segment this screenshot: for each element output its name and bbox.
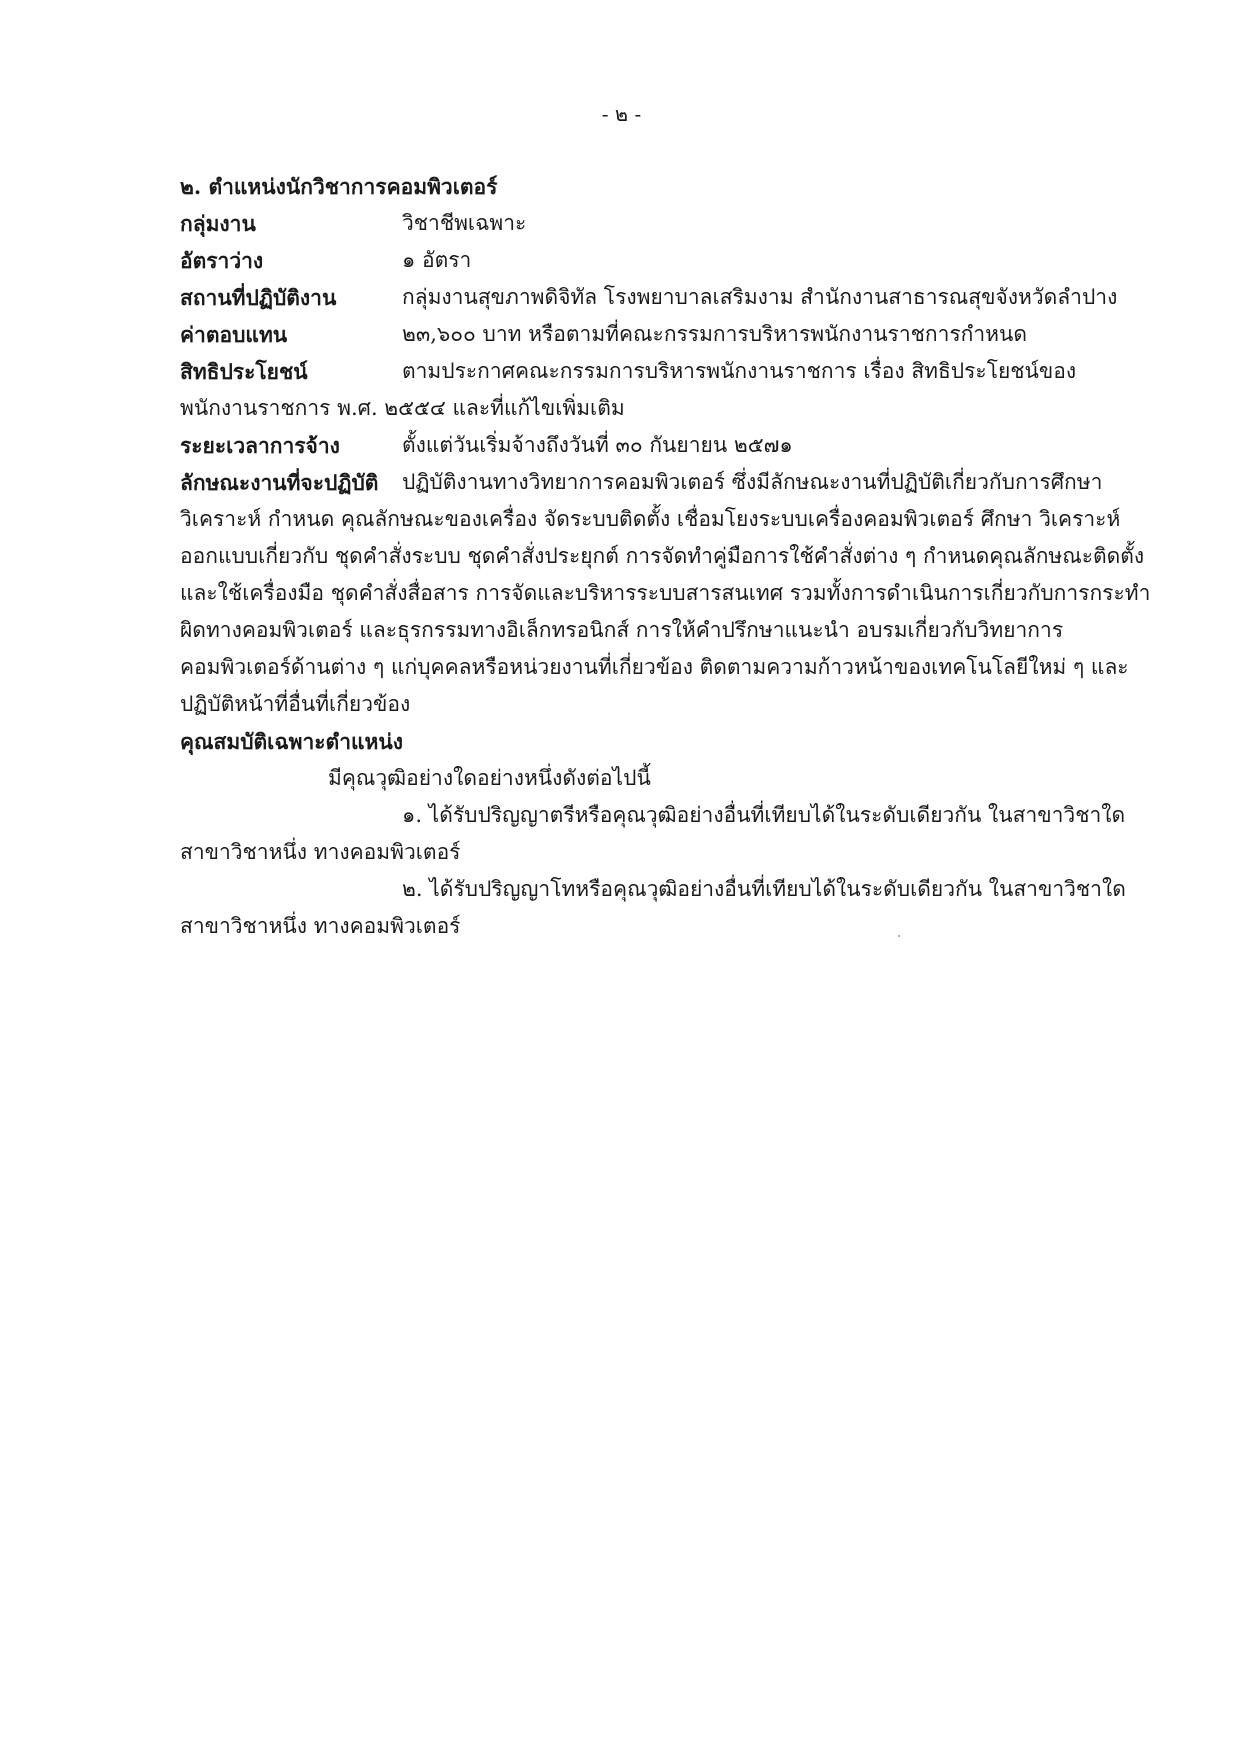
- job-description-line: ออกแบบเกี่ยวกับ ชุดคำสั่งระบบ ชุดคำสั่งประยุกต์ การจัดทำคู่มือการใช้คำสั่งต่าง ๆ กำหนดคุณลักษณะติดตั้ง: [180, 544, 1145, 568]
- job-description-line: ผิดทางคอมพิวเตอร์ และธุรกรรมทางอิเล็กทรอนิกส์ การให้คำปรึกษาแนะนำ อบรมเกี่ยวกับวิทยาการ: [180, 618, 1064, 642]
- job-description-line: วิเคราะห์ กำหนด คุณลักษณะของเครื่อง จัดระบบติดตั้ง เชื่อมโยงระบบเครื่องคอมพิวเตอร์ ศึกษา วิเคราะห์: [180, 507, 1121, 531]
- benefits-line-2: พนักงานราชการ พ.ศ. ๒๕๕๔ และที่แก้ไขเพิ่มเติม: [180, 396, 625, 420]
- qualification-item-1-line-2: สาขาวิชาหนึ่ง ทางคอมพิวเตอร์: [180, 840, 461, 864]
- field-label: กลุ่มงาน: [180, 211, 256, 236]
- field-row-division: [180, 205, 1130, 242]
- job-description-line: และใช้เครื่องมือ ชุดคำสั่งสื่อสาร การจัดและบริหารระบบสารสนเทศ รวมทั้งการดำเนินการเกี่ยวกับการกระทำ: [180, 581, 1151, 605]
- field-label: ค่าตอบแทน: [180, 322, 288, 347]
- qualifications-intro: มีคุณวุฒิอย่างใดอย่างหนึ่งดังต่อไปนี้: [328, 766, 651, 790]
- field-row-vacancy: [180, 242, 1130, 279]
- position-heading: ๒. ตำแหน่งนักวิชาการคอมพิวเตอร์: [180, 174, 498, 199]
- field-value: วิชาชีพเฉพาะ: [402, 211, 527, 235]
- qualification-item-2-line-1: ๒. ได้รับปริญญาโทหรือคุณวุฒิอย่างอื่นที่เทียบได้ในระดับเดียวกัน ในสาขาวิชาใด: [402, 877, 1126, 901]
- job-description-first-line: ปฏิบัติงานทางวิทยาการคอมพิวเตอร์ ซึ่งมีลักษณะงานที่ปฏิบัติเกี่ยวกับการศึกษา: [402, 470, 1103, 494]
- field-row-benefits: [180, 353, 1130, 390]
- field-row-compensation: [180, 316, 1130, 353]
- field-row-workplace: [180, 279, 1130, 316]
- field-value: กลุ่มงานสุขภาพดิจิทัล โรงพยาบาลเสริมงาม สำนักงานสาธารณสุขจังหวัดลำปาง: [402, 285, 1118, 309]
- scan-speck: [898, 935, 900, 937]
- job-description-line: คอมพิวเตอร์ด้านต่าง ๆ แก่บุคคลหรือหน่วยงานที่เกี่ยวข้อง ติดตามความก้าวหน้าของเทคโนโลยีใหม่ ๆ และ: [180, 655, 1129, 679]
- qualification-item-1-line-1: ๑. ได้รับปริญญาตรีหรือคุณวุฒิอย่างอื่นที่เทียบได้ในระดับเดียวกัน ในสาขาวิชาใด: [402, 803, 1126, 827]
- employment-period-label: ระยะเวลาการจ้าง: [180, 433, 340, 458]
- job-description-first-row: [180, 464, 1130, 501]
- field-label: อัตราว่าง: [180, 248, 264, 273]
- document-body: [180, 168, 1151, 945]
- job-description-line: ปฏิบัติหน้าที่อื่นที่เกี่ยวข้อง: [180, 692, 411, 716]
- employment-period-value: ตั้งแต่วันเริ่มจ้างถึงวันที่ ๓๐ กันยายน ๒๕๗๑: [402, 433, 793, 457]
- field-value: ๑ อัตรา: [402, 248, 472, 272]
- field-value: ๒๓,๖๐๐ บาท หรือตามที่คณะกรรมการบริหารพนักงานราชการกำหนด: [402, 322, 1028, 346]
- job-description-label: ลักษณะงานที่จะปฏิบัติ: [180, 470, 379, 495]
- field-label: สถานที่ปฏิบัติงาน: [180, 285, 337, 310]
- qualification-item-2-line-2: สาขาวิชาหนึ่ง ทางคอมพิวเตอร์: [180, 914, 461, 938]
- benefits-label: สิทธิประโยชน์: [180, 359, 308, 384]
- field-row-employment-period: [180, 427, 1130, 464]
- qualifications-heading: คุณสมบัติเฉพาะตำแหน่ง: [180, 729, 403, 754]
- benefits-line-1: ตามประกาศคณะกรรมการบริหารพนักงานราชการ เรื่อง สิทธิประโยชน์ของ: [402, 359, 1077, 383]
- page-number: - ๒ -: [601, 102, 642, 126]
